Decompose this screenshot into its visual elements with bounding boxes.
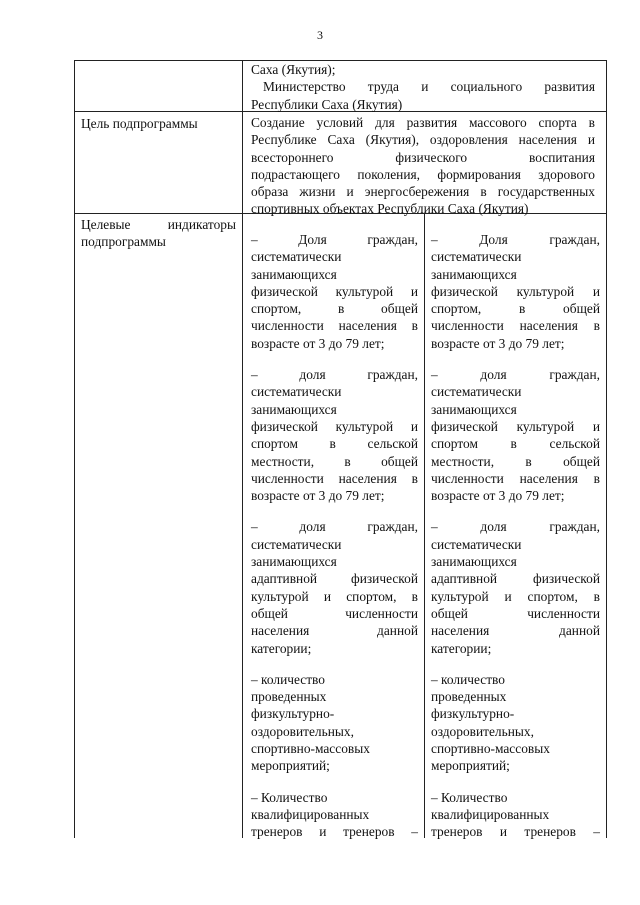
text-line: квалифицированных [431,806,550,822]
text-line: категории; [431,640,492,656]
text-line: адаптивной физической [431,571,600,587]
text-line: численности населения в [251,470,418,486]
text-line: категории; [251,640,312,656]
text-line: спортом в сельской [431,436,600,452]
indicator-item [431,789,600,841]
text-line: занимающихся [251,554,337,570]
text-line: населения данной [431,623,600,639]
text-line: оздоровительных, [431,723,534,739]
text-line: спортом в сельской [251,436,418,452]
text-line: тренеров и тренеров – [251,824,418,840]
text-line: физической культурой и [251,418,418,434]
text-line: спортивно-массовых [431,741,550,757]
text-line: занимающихся [431,401,517,417]
text-line: образа жизни и энергосбережения в государственных [251,184,595,200]
text-line: Министерство труда и социального развития [263,79,595,95]
text-line: – количество [251,671,325,687]
text-line: мероприятий; [251,758,330,774]
row3-label-line: подпрограммы [81,234,166,250]
text-line: численности населения в [431,318,600,334]
text-line: возрасте от 3 до 79 лет; [251,488,385,504]
row3-label-line: Целевые индикаторы [81,217,236,232]
text-line: местности, в общей [431,453,600,469]
indicator-item [431,366,600,504]
row2-text-cell [243,114,601,218]
text-line: – доля граждан, [251,519,418,535]
text-line: систематически [251,536,342,552]
text-line: – Количество [431,789,508,805]
indicator-item [251,789,418,841]
indicator-item [251,231,418,352]
text-line: – Доля граждан, [251,232,418,247]
row3-label-cell [75,216,242,251]
text-line: физической культурой и [431,283,600,299]
text-line: возрасте от 3 до 79 лет; [431,488,565,504]
text-line: мероприятий; [431,758,510,774]
text-line: систематически [251,384,342,400]
row2-label-cell [75,112,242,135]
text-line: квалифицированных [251,806,370,822]
text-line: – количество [431,671,505,687]
text-line: систематически [431,384,522,400]
text-line: проведенных [251,689,327,705]
text-line: возрасте от 3 до 79 лет; [251,335,385,351]
text-line: оздоровительных, [251,723,354,739]
text-line: культурой и спортом, в [251,588,418,604]
indicators-left-column [243,231,424,855]
indicator-item [431,231,600,352]
text-line: систематически [431,249,522,265]
text-line: Республики Саха (Якутия) [251,96,403,112]
indicators-right-column [425,231,606,855]
text-line: адаптивной физической [251,571,418,587]
text-line: спортивно-массовых [251,741,370,757]
text-line: физической культурой и [431,418,600,434]
text-line: проведенных [431,689,507,705]
text-line: Саха (Якутия); [251,62,336,77]
text-line: численности населения в [251,318,418,334]
row2-label: Цель подпрограммы [81,116,198,131]
indicator-item [251,366,418,504]
text-line: местности, в общей [251,453,418,469]
text-line: систематически [431,536,522,552]
text-line: общей численности [431,605,600,621]
text-line: систематически [251,249,342,265]
text-line: занимающихся [431,554,517,570]
indicator-item [431,671,600,775]
row1-text-cell [243,61,601,113]
row1-label-cell [75,61,242,111]
text-line: населения данной [251,623,418,639]
indicator-item [431,518,600,656]
text-line: культурой и спортом, в [431,588,600,604]
indicator-item [251,518,418,656]
text-line: Республике Саха (Якутия), оздоровления населения и [251,132,595,148]
page-number: 3 [317,28,323,42]
text-line: – доля граждан, [431,519,600,535]
text-line: спортом, в общей [251,301,418,317]
text-line: занимающихся [251,401,337,417]
indicator-item [251,671,418,775]
text-line: спортивных объектах Республики Саха (Якутия) [251,201,529,217]
text-line: занимающихся [431,266,517,282]
text-line: тренеров и тренеров – [431,824,600,840]
text-line: численности населения в [431,470,600,486]
text-line: общей численности [251,605,418,621]
text-line: подрастающего поколения, формирования здорового [251,166,595,182]
text-line: занимающихся [251,266,337,282]
text-line: спортом, в общей [431,301,600,317]
text-line: физкультурно- [431,706,515,722]
text-line: физкультурно- [251,706,335,722]
text-line: всестороннего физического воспитания [251,149,595,165]
text-line: возрасте от 3 до 79 лет; [431,335,565,351]
text-line: Создание условий для развития массового спорта в [251,115,595,130]
text-line: – Доля граждан, [431,232,600,247]
text-line: – Количество [251,789,328,805]
text-line: – доля граждан, [431,367,600,383]
text-line: физической культурой и [251,283,418,299]
text-line: – доля граждан, [251,367,418,383]
passport-table [74,60,607,838]
